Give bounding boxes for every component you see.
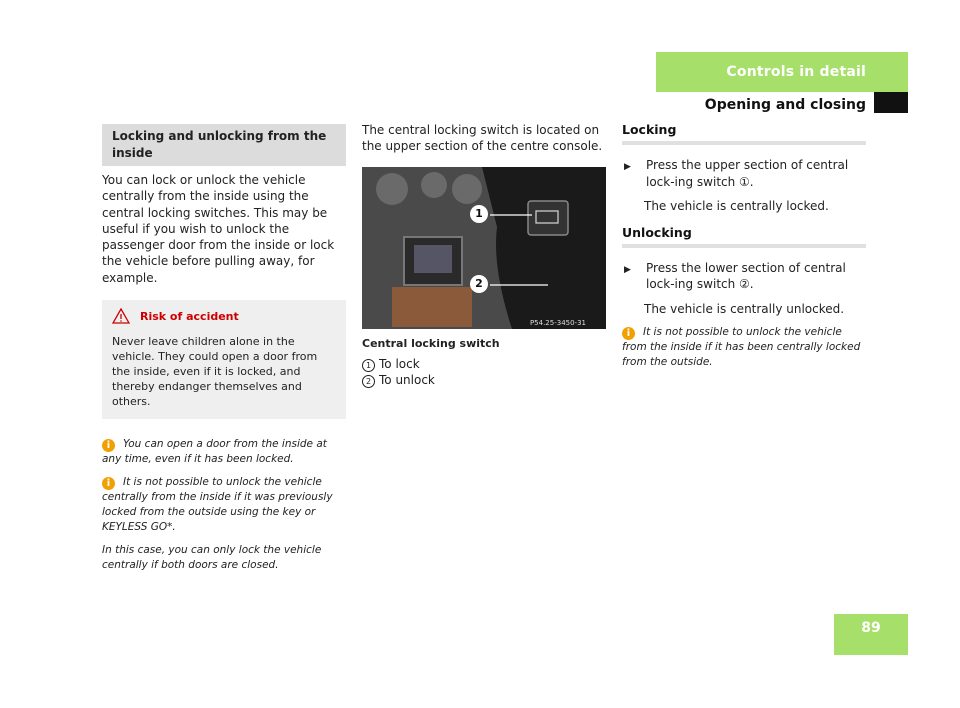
legend <box>362 356 606 388</box>
warning-triangle-icon <box>112 308 130 324</box>
info-icon: i <box>102 439 115 452</box>
info-note-2 <box>102 475 346 535</box>
info-note-3 <box>622 325 866 370</box>
step-text: Press the lower section of central lock-ing switch ②. <box>646 260 846 291</box>
callout-1: 1 <box>470 205 488 223</box>
locking-step <box>622 157 866 190</box>
section-title: Opening and closing <box>704 97 866 113</box>
legend-text: To unlock <box>379 372 435 387</box>
switch-location-text: The central locking switch is located on the upper section of the centre console. <box>362 123 603 154</box>
column-right <box>622 122 866 370</box>
warning-heading <box>112 308 336 324</box>
legend-text: To lock <box>379 356 420 371</box>
page-number-box <box>834 614 908 655</box>
chapter-tab <box>656 52 908 92</box>
locking-result: The vehicle is centrally locked. <box>644 199 829 213</box>
step-text: Press the upper section of central lock-ing switch ①. <box>646 158 849 189</box>
note-text: You can open a door from the inside at any time, even if it has been locked. <box>102 438 327 466</box>
note-continuation: In this case, you can only lock the vehicle centrally if both doors are closed. <box>102 544 322 572</box>
note-text: It is not possible to unlock the vehicle from the inside if it has been centrally locked from the outside. <box>622 326 861 368</box>
unlocking-heading: Unlocking <box>622 225 866 248</box>
unlocking-result: The vehicle is centrally unlocked. <box>644 301 845 316</box>
legend-number: 1 <box>362 359 375 372</box>
column-left <box>102 124 346 573</box>
page-number: 89 <box>861 620 881 636</box>
section-marker <box>874 92 908 113</box>
info-icon: i <box>102 477 115 490</box>
chapter-title: Controls in detail <box>726 64 866 80</box>
unlocking-step <box>622 260 866 293</box>
warning-box <box>102 300 346 419</box>
console-illustration <box>362 167 606 329</box>
legend-number: 2 <box>362 375 375 388</box>
bullet-arrow-icon: ▶ <box>624 162 631 172</box>
bullet-arrow-icon: ▶ <box>624 264 631 275</box>
photo-caption: Central locking switch <box>362 336 500 350</box>
section-heading: Locking and unlocking from the inside <box>102 124 346 166</box>
photo-code: P54.25-3450-31 <box>529 318 586 327</box>
note-text: It is not possible to unlock the vehicle centrally from the inside if it was previously locked from the outside using the key or KEYLESS GO*. <box>102 476 333 534</box>
callout-2: 2 <box>470 275 488 293</box>
info-note-1 <box>102 437 346 467</box>
section-header <box>656 93 908 113</box>
console-photo <box>362 167 606 329</box>
warning-text: Never leave children alone in the vehicle. They could open a door from the inside, even if it is locked, and thereby endanger themselves and others. <box>112 335 318 409</box>
info-icon: i <box>622 327 635 340</box>
legend-item <box>362 372 606 388</box>
legend-item <box>362 356 606 372</box>
warning-title: Risk of accident <box>140 309 239 323</box>
column-middle <box>362 122 606 388</box>
locking-heading: Locking <box>622 122 866 145</box>
intro-paragraph: You can lock or unlock the vehicle centrally from the inside using the central locking switches. This may be useful if you wish to unlock the passenger door from the inside or lock the vehicle before pulling away, for example. <box>102 173 335 285</box>
